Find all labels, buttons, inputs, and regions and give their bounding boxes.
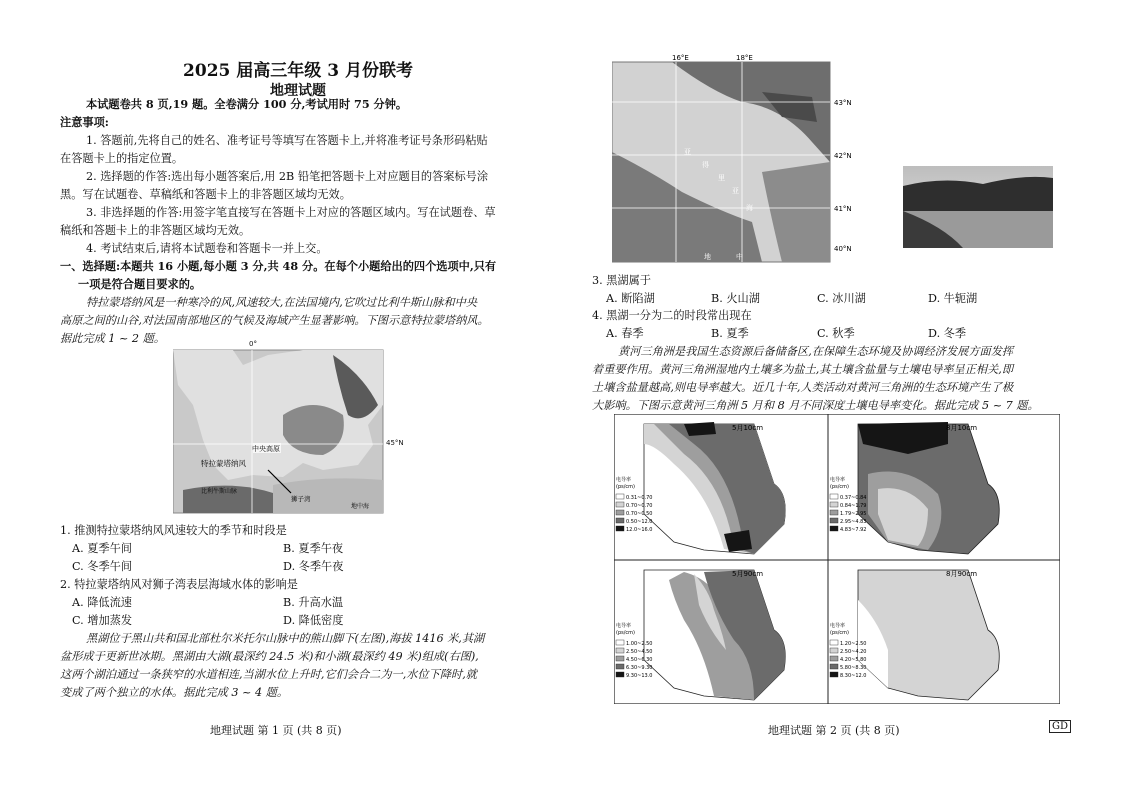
p4-legend-4: 5.80~8.30 <box>840 665 867 671</box>
p3-legend-3: 4.50~6.30 <box>626 657 653 663</box>
passage3-line2: 着重要作用。黄河三角洲湿地内土壤多为盐土,其土壤含盐量与土壤电导率呈正相关,即 <box>592 363 1014 376</box>
p1-legend-unit: (ps/cm) <box>616 484 635 490</box>
adriatic-map <box>612 52 862 264</box>
p3-legend-1: 1.00~2.50 <box>626 641 653 647</box>
p4-legend-1: 1.20~2.50 <box>840 641 867 647</box>
map2-sea-char4: 亚 <box>732 187 739 195</box>
p2-legend-unit: (ps/cm) <box>830 484 849 490</box>
q1-stem: 1. 推测特拉蒙塔纳风风速较大的季节和时段是 <box>60 524 287 537</box>
p1-legend-5: 12.0~16.0 <box>626 527 653 533</box>
note-3b: 稿纸和答题卡上的非答题区域均无效。 <box>60 224 251 237</box>
p4-title: 8月90cm <box>946 570 978 578</box>
note-2a: 2. 选择题的作答:选出每小题答案后,用 2B 铅笔把答题卡上对应题目的答案标号涂 <box>86 170 489 183</box>
map1-pyrenees-label: 比利牛斯山脉 <box>201 488 238 495</box>
p3-swatch2 <box>616 648 624 653</box>
map2-sea-char5: 海 <box>746 204 753 212</box>
p3-legend-title: 电导率 <box>616 623 632 629</box>
p2-legend-5: 4.83~7.92 <box>840 527 867 533</box>
p3-legend-5: 9.30~13.0 <box>626 673 653 679</box>
q3-stem: 3. 黑湖属于 <box>592 274 651 287</box>
passage3-line4: 大影响。下图示意黄河三角洲 5 月和 8 月不同深度土壤电导率变化。据此完成 5 ~ 7 题。 <box>592 399 1039 412</box>
map2-lat3: 41°N <box>834 205 852 213</box>
p2-swatch1 <box>830 494 838 499</box>
p2-swatch2 <box>830 502 838 507</box>
q3-option-b: B. 火山湖 <box>711 292 760 305</box>
q4-stem: 4. 黑湖一分为二的时段常出现在 <box>592 309 752 322</box>
section-heading-a: 一、选择题:本题共 16 小题,每小题 3 分,共 48 分。在每个小题给出的四个选项中,只有 <box>60 259 497 273</box>
p4-swatch2 <box>830 648 838 653</box>
map2-sea-char2: 得 <box>702 161 709 169</box>
q4-option-d: D. 冬季 <box>928 327 967 340</box>
p1-zone5a <box>684 422 716 436</box>
note-1a: 1. 答题前,先将自己的姓名、准考证号等填写在答题卡上,并将准考证号条形码粘贴 <box>86 134 488 147</box>
q2-option-b: B. 升高水温 <box>283 596 344 609</box>
p4-legend-3: 4.20~5.80 <box>840 657 867 663</box>
map1-plateau-label: 中央高原 <box>252 445 280 453</box>
p1-swatch3 <box>616 510 624 515</box>
p4-legend-title: 电导率 <box>830 623 846 629</box>
p4-swatch3 <box>830 656 838 661</box>
q2-option-d: D. 降低密度 <box>283 614 344 627</box>
passage2-line3: 这两个湖泊通过一条狭窄的水道相连,当湖水位上升时,它们会合二为一,水位下降时,就 <box>60 668 477 681</box>
p1-legend-4: 0.50~12.0 <box>626 519 653 525</box>
passage2-line4: 变成了两个独立的水体。据此完成 3 ~ 4 题。 <box>60 686 289 699</box>
notes-heading: 注意事项: <box>60 115 109 129</box>
p1-swatch2 <box>616 502 624 507</box>
p4-swatch4 <box>830 664 838 669</box>
passage2-line1: 黑湖位于黑山共和国北部杜尔米托尔山脉中的熊山脚下(左图),海拔 1416 米,其湖 <box>86 632 485 645</box>
black-lake-photo <box>903 166 1053 248</box>
map2-lat1: 43°N <box>834 99 852 107</box>
p3-legend-2: 2.50~4.50 <box>626 649 653 655</box>
q1-option-d: D. 冬季午夜 <box>283 560 344 573</box>
p2-swatch4 <box>830 518 838 523</box>
map1-gulf-label: 狮子湾 <box>291 495 311 503</box>
note-2b: 黑。写在试题卷、草稿纸和答题卡上的非答题区域均无效。 <box>60 188 351 201</box>
map2-lat4: 40°N <box>834 245 852 253</box>
map1-lat-label: 45°N <box>386 439 404 447</box>
p4-swatch1 <box>830 640 838 645</box>
p4-legend-unit: (ps/cm) <box>830 630 849 636</box>
p4-legend-5: 8.30~12.0 <box>840 673 867 679</box>
map2-bottom-char1: 地 <box>704 253 711 261</box>
p4-swatch5 <box>830 672 838 677</box>
p2-legend-4: 2.95~4.83 <box>840 519 867 525</box>
map2-bottom-char2: 中 <box>736 253 743 261</box>
subject-title: 地理试题 <box>270 83 326 99</box>
note-4: 4. 考试结束后,请将本试题卷和答题卡一并上交。 <box>86 242 328 255</box>
gd-badge: GD <box>1049 720 1071 733</box>
map1-sea-label: 地中海 <box>351 503 370 510</box>
p3-swatch3 <box>616 656 624 661</box>
p3-swatch5 <box>616 672 624 677</box>
p2-legend-2: 0.84~1.79 <box>840 503 867 509</box>
p2-legend-1: 0.37~0.84 <box>840 495 867 501</box>
p3-legend-4: 6.30~9.30 <box>626 665 653 671</box>
p2-legend-3: 1.79~2.95 <box>840 511 867 517</box>
section-heading-b: 一项是符合题目要求的。 <box>78 277 202 291</box>
map2-sea-char3: 里 <box>718 174 725 182</box>
p3-legend-unit: (ps/cm) <box>616 630 635 636</box>
q1-option-a: A. 夏季午间 <box>72 542 132 555</box>
p2-swatch5 <box>830 526 838 531</box>
p1-swatch5 <box>616 526 624 531</box>
q4-option-b: B. 夏季 <box>711 327 749 340</box>
p2-title: 8月10cm <box>946 424 978 432</box>
p1-legend-2: 0.70~0.70 <box>626 503 653 509</box>
q1-option-b: B. 夏季午夜 <box>283 542 344 555</box>
q2-option-a: A. 降低流速 <box>72 596 132 609</box>
q2-stem: 2. 特拉蒙塔纳风对狮子湾表层海域水体的影响是 <box>60 578 298 591</box>
p1-legend-1: 0.31~0.70 <box>626 495 653 501</box>
map2-lat2: 42°N <box>834 152 852 160</box>
p4-legend-2: 2.50~4.20 <box>840 649 867 655</box>
exam-info: 本试题卷共 8 页,19 题。全卷满分 100 分,考试用时 75 分钟。 <box>86 97 408 111</box>
france-map <box>173 345 385 515</box>
p3-swatch4 <box>616 664 624 669</box>
p2-swatch3 <box>830 510 838 515</box>
map1-lon-label: 0° <box>249 340 257 348</box>
footer-left: 地理试题 第 1 页 (共 8 页) <box>210 724 342 737</box>
p1-legend-3: 0.70~0.50 <box>626 511 653 517</box>
passage1-line3: 据此完成 1 ~ 2 题。 <box>60 332 165 345</box>
p3-swatch1 <box>616 640 624 645</box>
p1-title: 5月10cm <box>732 424 764 432</box>
conductivity-figure <box>614 414 1060 704</box>
p2-legend-title: 电导率 <box>830 477 846 483</box>
q3-option-d: D. 牛轭湖 <box>928 292 978 305</box>
q4-option-c: C. 秋季 <box>817 327 855 340</box>
q4-option-a: A. 春季 <box>606 327 644 340</box>
q1-option-c: C. 冬季午间 <box>72 560 133 573</box>
q3-option-a: A. 断陷湖 <box>606 292 655 305</box>
q2-option-c: C. 增加蒸发 <box>72 614 133 627</box>
passage3-line1: 黄河三角洲是我国生态资源后备储备区,在保障生态环境及协调经济发展方面发挥 <box>618 345 1014 358</box>
note-3a: 3. 非选择题的作答:用签字笔直接写在答题卡上对应的答题区域内。写在试题卷、草 <box>86 206 496 219</box>
footer-right: 地理试题 第 2 页 (共 8 页) <box>768 724 900 737</box>
p1-swatch4 <box>616 518 624 523</box>
map2-lon2: 18°E <box>736 54 753 62</box>
map2-sea-char1: 亚 <box>684 148 691 156</box>
p3-title: 5月90cm <box>732 570 764 578</box>
p1-swatch1 <box>616 494 624 499</box>
q3-option-c: C. 冰川湖 <box>817 292 866 305</box>
map1-wind-label: 特拉蒙塔纳风 <box>201 459 246 468</box>
passage1-line1: 特拉蒙塔纳风是一种寒冷的风,风速较大,在法国境内,它吹过比利牛斯山脉和中央 <box>86 296 478 309</box>
passage3-line3: 土壤含盐量越高,则电导率越大。近几十年,人类活动对黄河三角洲的生态环境产生了极 <box>592 381 1014 394</box>
passage2-line2: 盆形成于更新世冰期。黑湖由大湖(最深约 24.5 米)和小湖(最深约 49 米)组成(右图), <box>60 650 479 663</box>
map2-lon1: 16°E <box>672 54 689 62</box>
exam-title: 2025 届高三年级 3 月份联考 <box>183 61 413 81</box>
note-1b: 在答题卡上的指定位置。 <box>60 152 184 165</box>
passage1-line2: 高原之间的山谷,对法国南部地区的气候及海域产生显著影响。下图示意特拉蒙塔纳风。 <box>60 314 489 327</box>
p1-legend-title: 电导率 <box>616 477 632 483</box>
